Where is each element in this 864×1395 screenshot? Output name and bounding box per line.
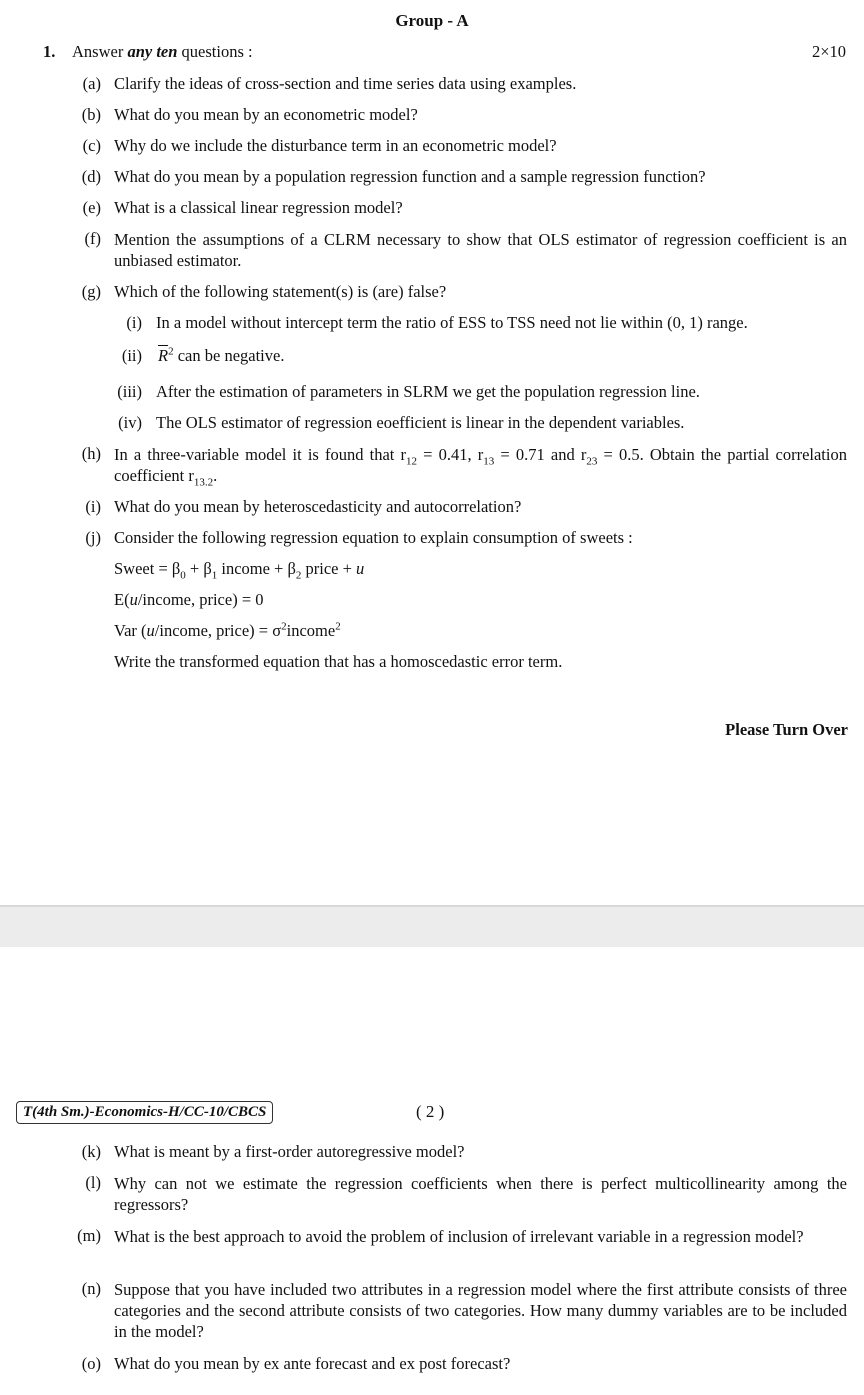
question-text-j-closing: Write the transformed equation that has a homoscedastic error term. [114, 652, 563, 671]
subitem-text-g-ii: $\overline{R}^2$ can be negative. [158, 345, 285, 365]
question-label-c: (c) [82, 136, 101, 155]
question-label-f: (f) [84, 229, 101, 248]
question-label-e: (e) [82, 198, 101, 217]
page-divider [0, 905, 864, 947]
group-title: Group - A [395, 11, 469, 30]
subitem-text-g-iii: After the estimation of parameters in SLRM we get the population regression line. [156, 382, 700, 401]
paper-code: T(4th Sm.)-Economics-H/CC-10/CBCS [16, 1101, 273, 1124]
question-number: 1. [43, 42, 56, 61]
question-text-b: What do you mean by an econometric model? [114, 105, 418, 124]
question-label-h: (h) [81, 444, 101, 463]
equation-variance: Var (u/income, price) = $\sigma^2income^2$ [114, 620, 341, 640]
subitem-text-g-i: In a model without intercept term the ratio of ESS to TSS need not lie within (0, 1) range. [156, 313, 748, 332]
question-label-i: (i) [85, 497, 101, 516]
question-text-d: What do you mean by a population regression function and a sample regression function? [114, 167, 706, 186]
question-text-e: What is a classical linear regression model? [114, 198, 403, 217]
question-text-j: Consider the following regression equation to explain consumption of sweets : [114, 528, 633, 547]
question-label-o: (o) [81, 1354, 101, 1373]
question-text-m: What is the best approach to avoid the problem of inclusion of irrelevant variable in a regression model? [114, 1227, 804, 1246]
question-text-f: Mention the assumptions of a CLRM necessary to show that OLS estimator of regression coefficient is an unbiased estimator. [114, 230, 847, 270]
question-text-o: What do you mean by ex ante forecast and ex post forecast? [114, 1354, 511, 1373]
question-text-n: Suppose that you have included two attributes in a regression model where the first attribute consists of three categories and the second attribute consists of two categories. How many dummy variables are to be included in the model? [114, 1280, 847, 1341]
question-text-c: Why do we include the disturbance term in an econometric model? [114, 136, 557, 155]
question-label-d: (d) [81, 167, 101, 186]
question-label-b: (b) [81, 105, 101, 124]
page-number: ( 2 ) [416, 1102, 445, 1121]
question-text-g: Which of the following statement(s) is (are) false? [114, 282, 447, 301]
question-label-j: (j) [85, 528, 101, 547]
please-turn-over: Please Turn Over [725, 720, 848, 739]
question-label-a: (a) [82, 74, 101, 93]
subitem-label-g-i: (i) [126, 313, 142, 332]
question-label-k: (k) [81, 1142, 101, 1161]
subitem-label-g-ii: (ii) [121, 346, 142, 365]
question-text-i: What do you mean by heteroscedasticity and autocorrelation? [114, 497, 522, 516]
subitem-label-g-iii: (iii) [117, 382, 142, 401]
question-text-a: Clarify the ideas of cross-section and time series data using examples. [114, 74, 577, 93]
question-text-h: In a three-variable model it is found that $r_{12} = 0.41$, $r_{13} = 0.71$ and $r_{23} = 0.5$. Obtain the partial correlation coefficient $r_{13.2}$. [114, 445, 847, 489]
question-text-k: What is meant by a first-order autoregressive model? [114, 1142, 465, 1161]
question-label-n: (n) [81, 1279, 101, 1298]
instruction: Answer any ten questions : [72, 42, 253, 61]
question-label-l: (l) [85, 1173, 101, 1192]
equation-sweet: Sweet = $\beta_0 + \beta_1$ income + $\beta_2$ price + u [114, 559, 365, 582]
subitem-label-g-iv: (iv) [118, 413, 142, 432]
question-label-g: (g) [81, 282, 101, 301]
subitem-text-g-iv: The OLS estimator of regression eoefficient is linear in the dependent variables. [156, 413, 685, 432]
equation-expectation: E(u/income, price) = 0 [114, 590, 264, 609]
marks: 2×10 [811, 42, 846, 61]
r-bar-symbol: $\overline{R}$ [158, 346, 169, 365]
question-text-l: Why can not we estimate the regression coefficients when there is perfect multicollinearity among the regressors? [114, 1174, 847, 1214]
question-label-m: (m) [77, 1226, 101, 1245]
